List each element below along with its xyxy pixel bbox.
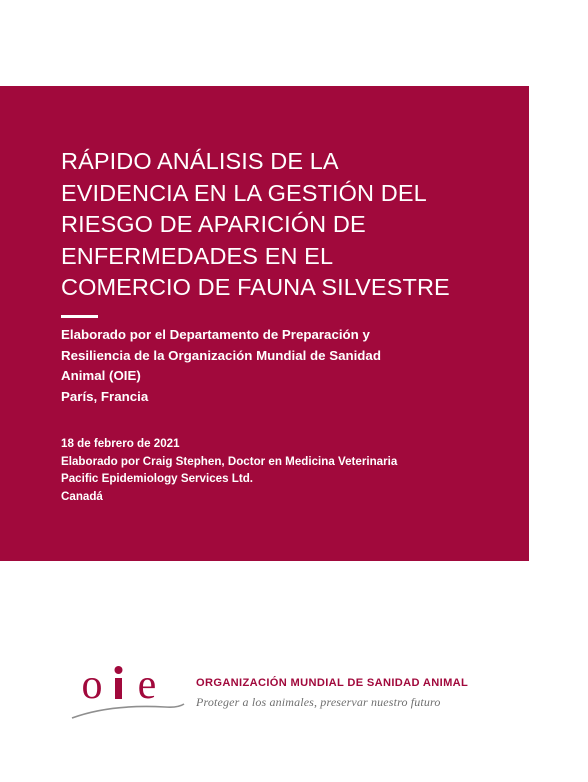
- author-organization: Pacific Epidemiology Services Ltd.: [61, 472, 254, 486]
- document-title: [61, 146, 481, 304]
- author-line: Elaborado por Craig Stephen, Doctor en Medicina Veterinaria: [61, 454, 398, 468]
- author-country: Canadá: [61, 489, 103, 503]
- prepared-by-line-2: Resiliencia de la Organización Mundial de Sanidad: [61, 347, 381, 363]
- title-line-1: RÁPIDO ANÁLISIS DE LA: [61, 148, 339, 174]
- oie-logo-icon: [70, 660, 194, 724]
- document-date: 18 de febrero de 2021: [61, 437, 180, 450]
- svg-text:o: o: [81, 662, 103, 708]
- title-line-2: EVIDENCIA EN LA GESTIÓN DEL: [61, 179, 427, 206]
- organization-motto: Proteger a los animales, preservar nuestro futuro: [196, 695, 441, 709]
- cover-band: [0, 86, 529, 561]
- title-line-5: COMERCIO DE FAUNA SILVESTRE: [61, 274, 450, 300]
- prepared-by-line-3: Animal (OIE): [61, 368, 141, 383]
- oie-branding: [70, 660, 470, 730]
- document-meta-block: [61, 435, 501, 505]
- svg-text:e: e: [137, 662, 157, 708]
- prepared-by-line-1: Elaborado por el Departamento de Preparación y: [61, 327, 370, 342]
- prepared-by-location: París, Francia: [61, 388, 149, 404]
- prepared-by-block: [61, 325, 501, 407]
- organization-name: ORGANIZACIÓN MUNDIAL DE SANIDAD ANIMAL: [196, 677, 469, 689]
- title-line-4: ENFERMEDADES EN EL: [61, 242, 334, 269]
- title-line-3: RIESGO DE APARICIÓN DE: [61, 211, 366, 237]
- title-divider: [61, 315, 98, 318]
